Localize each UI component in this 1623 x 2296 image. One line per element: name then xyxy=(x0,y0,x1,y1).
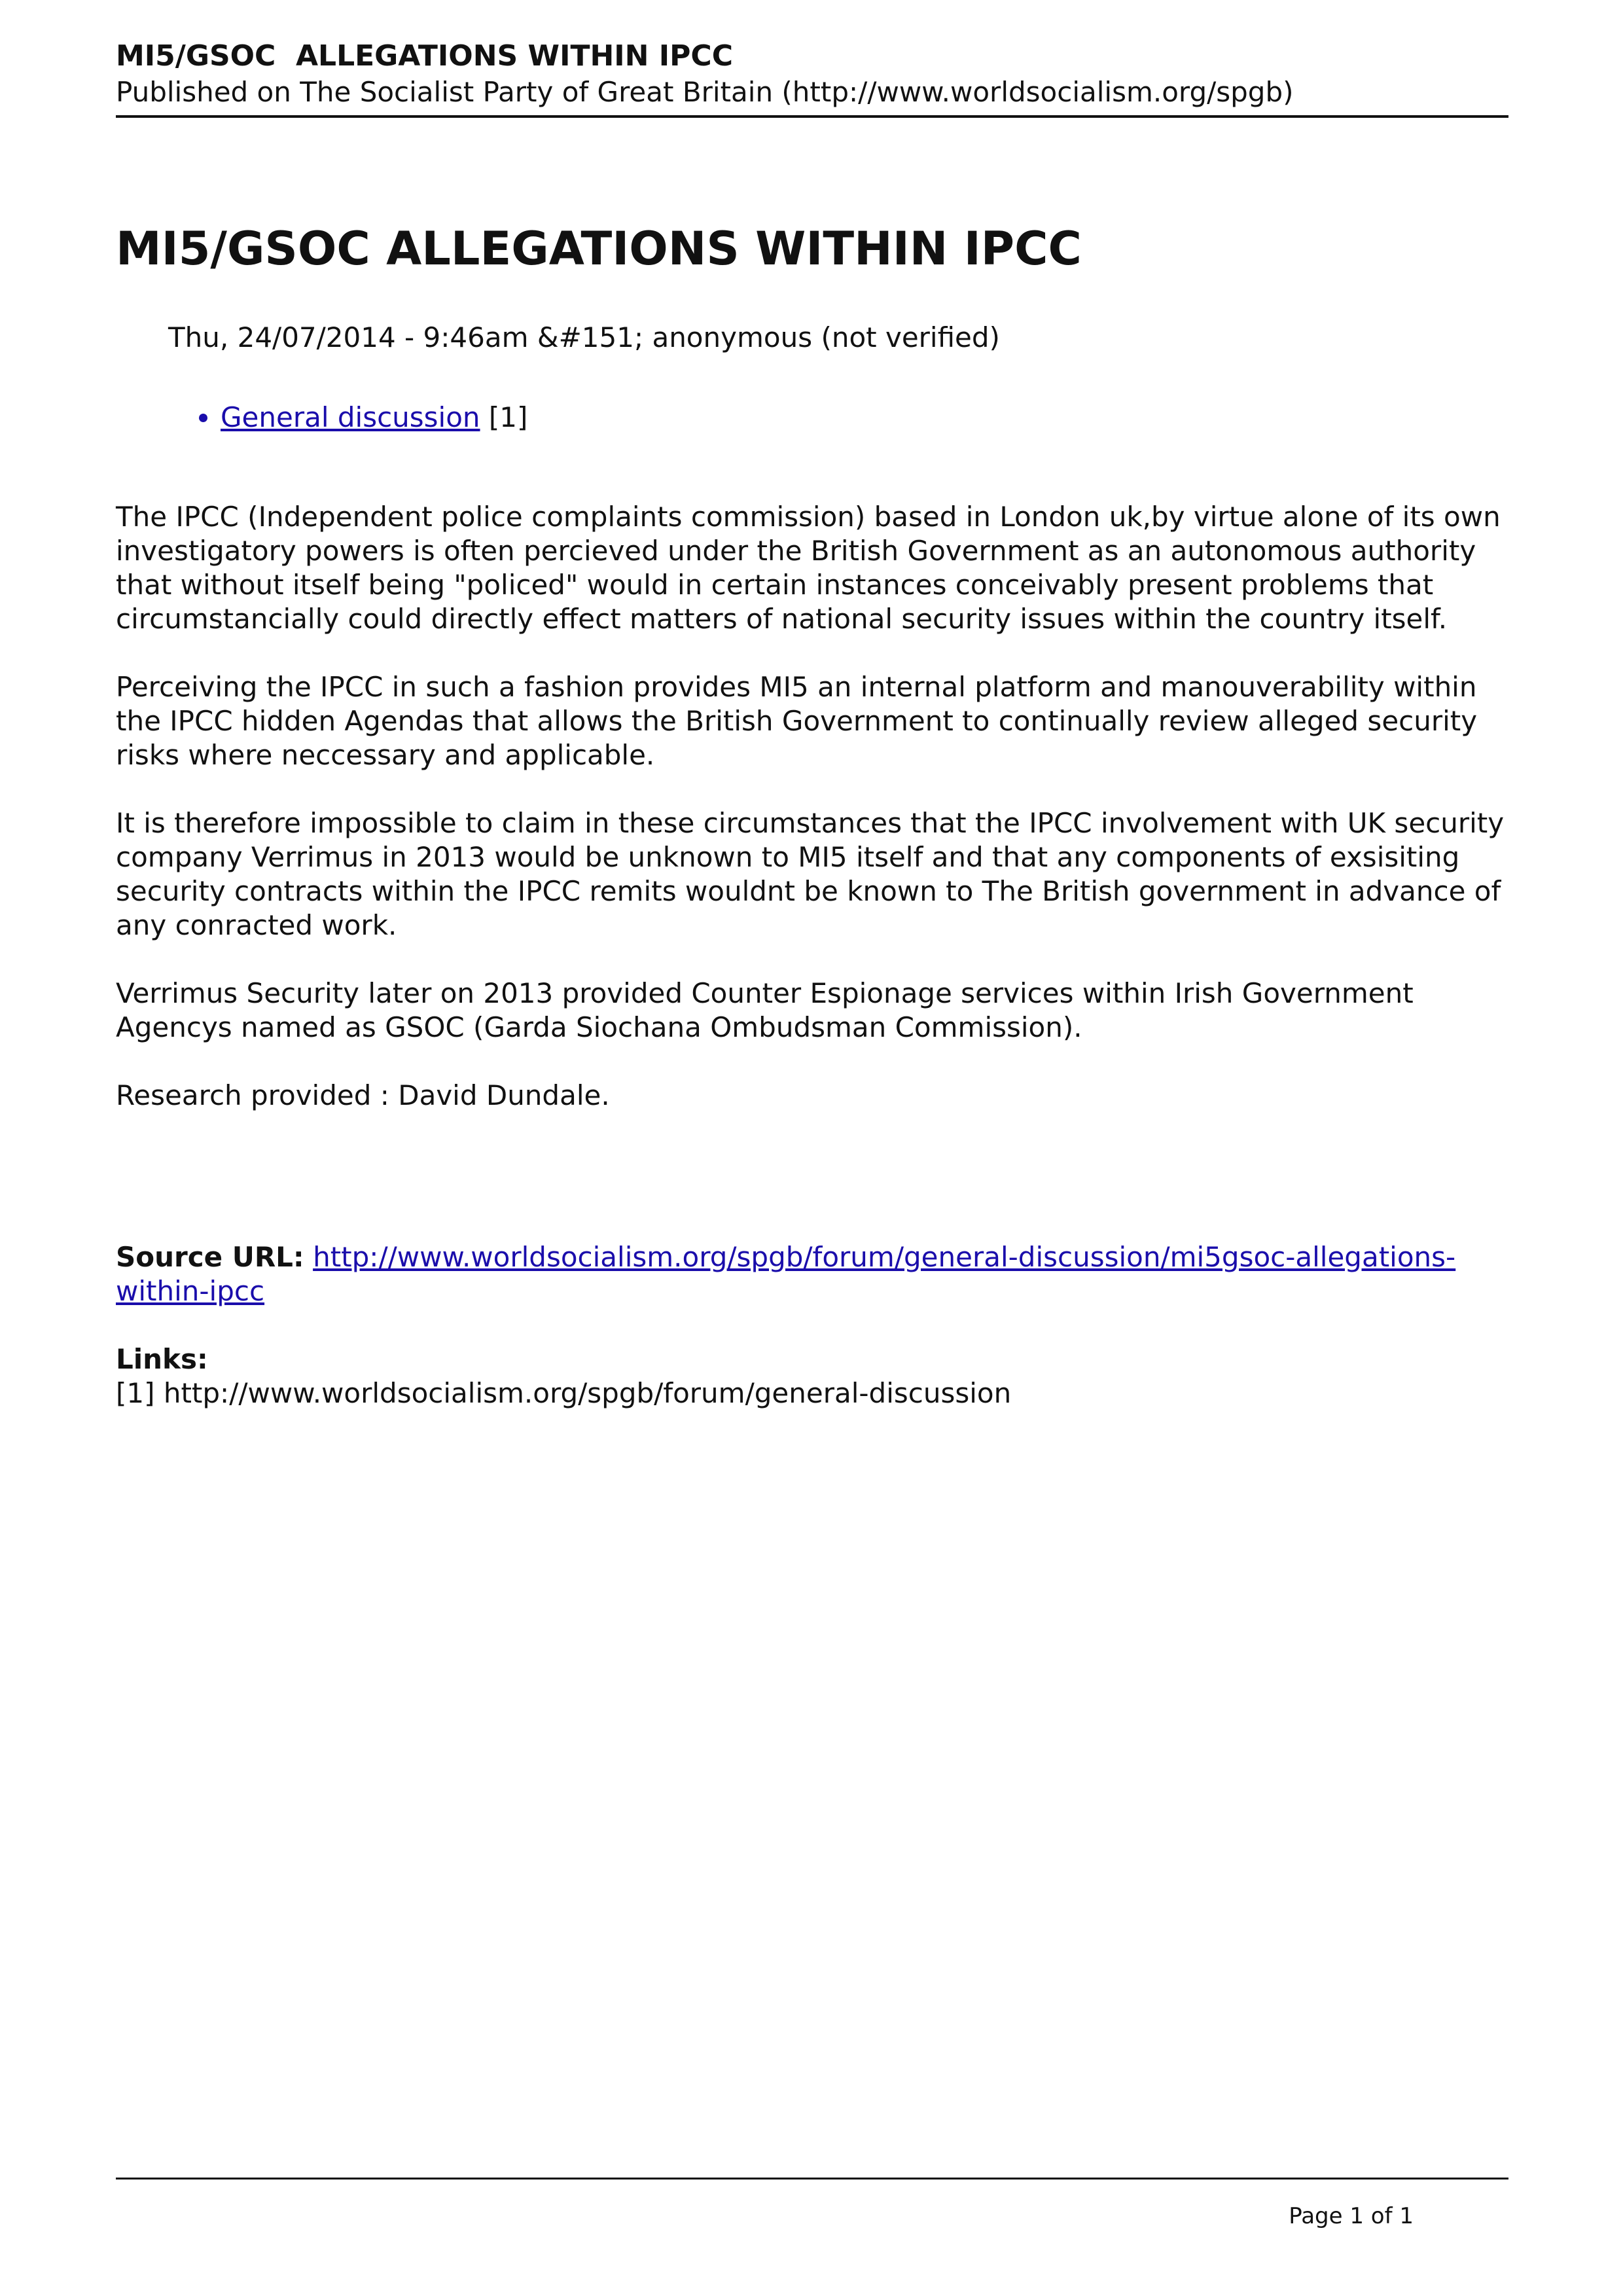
source-url-label: Source URL: xyxy=(116,1241,304,1273)
body-paragraph: It is therefore impossible to claim in these circumstances that the IPCC involvement with UK security company Verrimus in 2013 would be unknown to MI5 itself and that any components of exsisiting security contracts within the IPCC remits wouldnt be known to The British government in advance of any conracted work. xyxy=(116,807,1505,941)
article-title: MI5/GSOC ALLEGATIONS WITHIN IPCC xyxy=(116,222,1082,276)
article-meta: Thu, 24/07/2014 - 9:46am &#151; anonymous (not verified) xyxy=(168,321,1000,353)
term-list-item xyxy=(221,401,1516,435)
links-item: [1] http://www.worldsocialism.org/spgb/forum/general-discussion xyxy=(116,1377,1012,1409)
links-section xyxy=(116,1342,1516,1410)
page-number: Page 1 of 1 xyxy=(1289,2203,1414,2229)
page-header xyxy=(116,38,1508,118)
links-label: Links: xyxy=(116,1343,208,1375)
header-title: MI5/GSOC ALLEGATIONS WITHIN IPCC xyxy=(116,39,733,73)
article-body xyxy=(116,500,1516,1113)
header-published-line: Published on The Socialist Party of Great Britain (http://www.worldsocialism.org/spgb) xyxy=(116,76,1294,108)
term-link-general-discussion[interactable]: General discussion xyxy=(221,401,480,433)
body-paragraph: Perceiving the IPCC in such a fashion provides MI5 an internal platform and manouverability within the IPCC hidden Agendas that allows the British Government to continually review alleged security risks where neccessary and applicable. xyxy=(116,671,1478,771)
term-reference: [1] xyxy=(488,401,528,433)
footer-divider xyxy=(116,2178,1508,2179)
body-paragraph: Research provided : David Dundale. xyxy=(116,1079,610,1111)
article-content xyxy=(116,216,1516,1410)
source-url-link[interactable]: http://www.worldsocialism.org/spgb/forum/general-discussion/mi5gsoc-allegations-within-ipcc xyxy=(116,1241,1456,1307)
body-paragraph: Verrimus Security later on 2013 provided Counter Espionage services within Irish Government Agencys named as GSOC (Garda Siochana Ombudsman Commission). xyxy=(116,977,1414,1043)
term-list xyxy=(116,401,1516,435)
source-url-section xyxy=(116,1240,1516,1308)
body-paragraph: The IPCC (Independent police complaints commission) based in London uk,by virtue alone of its own investigatory powers is often percieved under the British Government as an autonomous authority that without itself being "policed" would in certain instances conceivably present problems that circumstancially could directly effect matters of national security issues within the country itself. xyxy=(116,501,1501,635)
